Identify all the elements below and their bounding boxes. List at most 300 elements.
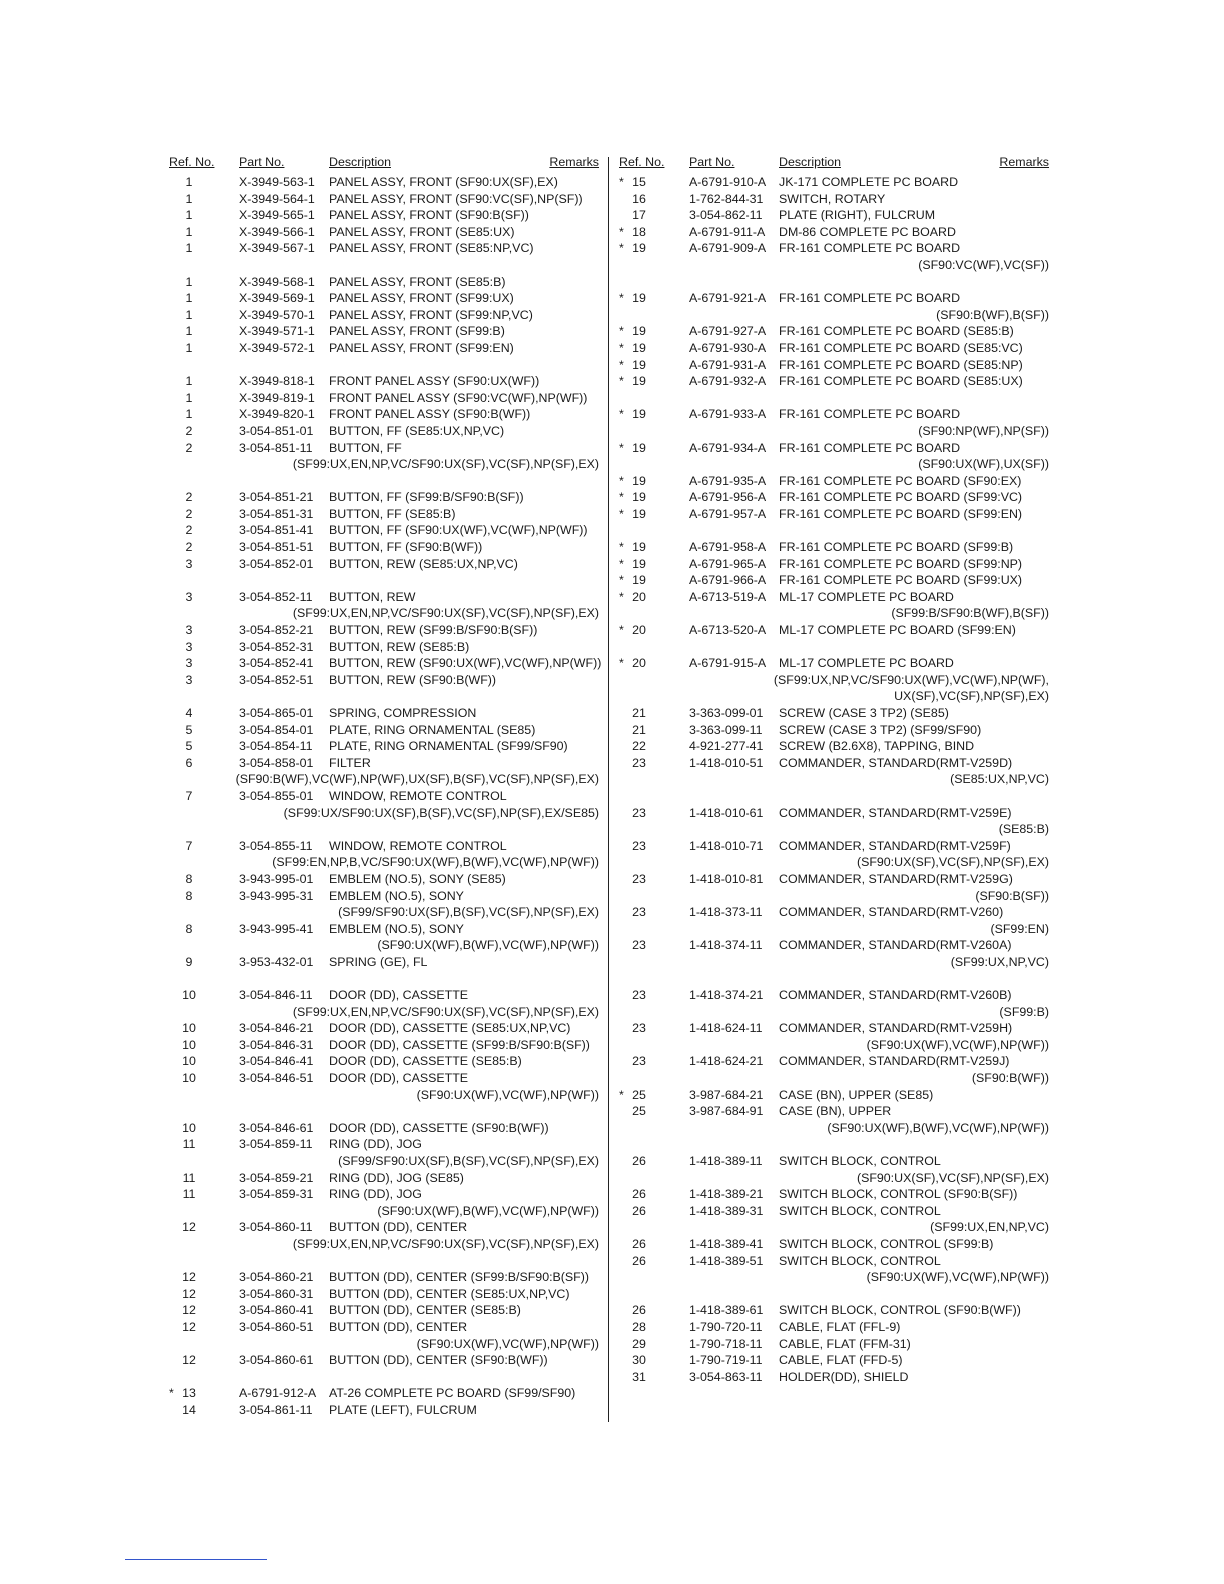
header-part-no: Part No. (689, 155, 735, 169)
part-number: 1-418-010-81 (689, 871, 764, 886)
ref-number: 1 (185, 241, 193, 256)
part-description: BUTTON (DD), CENTER (329, 1319, 468, 1334)
part-number: A-6791-927-A (689, 324, 767, 339)
ref-number: 1 (185, 407, 193, 422)
row-spacer (167, 688, 599, 705)
remarks-continuation: (SF99:EN) (990, 921, 1049, 936)
parts-row (167, 1186, 599, 1203)
remarks-continuation: (SF90:UX(SF),VC(SF),NP(SF),EX) (856, 855, 1049, 870)
part-description: DM-86 COMPLETE PC BOARD (779, 224, 956, 239)
parts-row (617, 1336, 1049, 1353)
parts-row (167, 307, 599, 324)
remarks-continuation: (SF90:UX(WF),VC(WF),NP(WF)) (416, 1087, 599, 1102)
part-number: A-6791-921-A (689, 291, 767, 306)
part-description: BUTTON, REW (SF90:UX(WF),VC(WF),NP(WF)) (329, 656, 602, 671)
part-number: 3-054-860-51 (239, 1319, 314, 1334)
remarks-continuation: (SF90:NP(WF),NP(SF)) (918, 423, 1049, 438)
parts-row (617, 705, 1049, 722)
parts-row (617, 1087, 1049, 1104)
part-description: BUTTON, REW (SE85:UX,NP,VC) (329, 556, 518, 571)
part-number: 3-363-099-11 (689, 722, 763, 737)
parts-row (167, 522, 599, 539)
parts-row (167, 174, 599, 191)
parts-row (167, 788, 599, 805)
ref-number: 1 (185, 340, 193, 355)
part-description: CABLE, FLAT (FFL-9) (779, 1319, 901, 1334)
ref-number: 19 (632, 556, 646, 571)
part-description: BUTTON (DD), CENTER (SF90:B(WF)) (329, 1353, 548, 1368)
part-number: 3-054-851-41 (239, 523, 314, 538)
parts-list-right (617, 174, 1049, 1385)
row-spacer (167, 357, 599, 374)
ref-number: 10 (182, 1120, 196, 1135)
part-description: BUTTON, FF (SE85:B) (329, 506, 456, 521)
ref-number: 23 (632, 805, 646, 820)
column-divider (608, 157, 609, 1422)
ref-number: 1 (185, 175, 193, 189)
new-part-marker: * (619, 589, 624, 604)
ref-number: 3 (185, 672, 193, 687)
parts-row (167, 1219, 599, 1236)
part-description: DOOR (DD), CASSETTE (SF90:B(WF)) (329, 1120, 549, 1135)
parts-row (167, 655, 602, 672)
part-number: A-6791-957-A (689, 506, 767, 521)
part-description: FR-161 COMPLETE PC BOARD (SF99:EN) (779, 506, 1023, 521)
ref-number: 19 (632, 324, 646, 339)
ref-number: 19 (632, 241, 646, 256)
part-number: X-3949-570-1 (239, 307, 315, 322)
remarks-continuation: (SF90:UX(WF),VC(WF),NP(WF)) (866, 1270, 1049, 1285)
part-description: ML-17 COMPLETE PC BOARD (779, 656, 954, 671)
ref-number: 3 (185, 639, 193, 654)
parts-row (167, 1319, 599, 1336)
ref-number: 2 (185, 440, 193, 455)
ref-number: 19 (632, 340, 646, 355)
part-number: 3-054-861-11 (239, 1402, 313, 1417)
part-description: COMMANDER, STANDARD(RMT-V260A) (779, 938, 1012, 953)
ref-number: 23 (632, 871, 646, 886)
parts-row (167, 240, 599, 257)
ref-number: 23 (632, 1054, 646, 1069)
ref-number: 19 (632, 407, 646, 422)
part-number: 1-418-389-31 (689, 1203, 764, 1218)
part-number: 3-054-846-21 (239, 1021, 314, 1036)
remarks-continuation: (SF90:B(WF),VC(WF),NP(WF),UX(SF),B(SF),VC(SF),NP(SF),EX) (235, 772, 599, 787)
ref-number: 10 (182, 1054, 196, 1069)
ref-number: 8 (185, 888, 193, 903)
parts-row (167, 738, 599, 755)
parts-row (167, 1402, 599, 1419)
parts-column-left (167, 155, 602, 1419)
parts-row (617, 1103, 1049, 1120)
parts-row (617, 722, 1049, 739)
ref-number: 23 (632, 838, 646, 853)
part-number: 3-987-684-21 (689, 1087, 764, 1102)
ref-number: 26 (632, 1154, 646, 1169)
part-number: 3-054-854-01 (239, 722, 314, 737)
part-description: FRONT PANEL ASSY (SF90:B(WF)) (329, 407, 531, 422)
ref-number: 10 (182, 1021, 196, 1036)
part-number: 3-054-860-41 (239, 1303, 314, 1318)
parts-row (167, 921, 599, 938)
new-part-marker: * (619, 407, 624, 422)
ref-number: 12 (182, 1286, 196, 1301)
ref-number: 3 (185, 556, 193, 571)
part-description: COMMANDER, STANDARD(RMT-V259J) (779, 1054, 1010, 1069)
ref-number: 19 (632, 374, 646, 389)
part-number: A-6713-519-A (689, 589, 767, 604)
part-number: 1-418-389-11 (689, 1154, 763, 1169)
ref-number: 17 (632, 208, 646, 223)
part-number: A-6791-935-A (689, 473, 767, 488)
parts-row (167, 1037, 599, 1054)
part-number: 3-054-860-21 (239, 1270, 314, 1285)
parts-row (617, 1319, 1049, 1336)
part-description: PANEL ASSY, FRONT (SF90:VC(SF),NP(SF)) (329, 191, 583, 206)
parts-row (167, 1170, 599, 1187)
part-description: FRONT PANEL ASSY (SF90:UX(WF)) (329, 374, 540, 389)
new-part-marker: * (619, 291, 624, 306)
parts-row (167, 871, 599, 888)
part-description: PANEL ASSY, FRONT (SE85:UX) (329, 224, 515, 239)
remarks-continuation: (SF90:UX(WF),B(WF),VC(WF),NP(WF)) (377, 938, 599, 953)
ref-number: 1 (185, 291, 193, 306)
parts-row (167, 1302, 599, 1319)
new-part-marker: * (619, 556, 624, 571)
parts-row (617, 489, 1049, 506)
remarks-continuation: (SF99:UX,EN,NP,VC) (930, 1220, 1049, 1235)
part-description: CABLE, FLAT (FFM-31) (779, 1336, 911, 1351)
parts-row (617, 1203, 1049, 1220)
parts-row (617, 871, 1049, 888)
part-number: 1-418-389-41 (689, 1237, 764, 1251)
part-number: 3-054-860-11 (239, 1220, 313, 1235)
footer-rule (125, 1559, 267, 1560)
parts-row (617, 224, 1049, 241)
ref-number: 26 (632, 1203, 646, 1218)
part-description: COMMANDER, STANDARD(RMT-V259D) (779, 755, 1013, 770)
column-header (617, 155, 1049, 174)
remarks-continuation: UX(SF),VC(SF),NP(SF),EX) (894, 689, 1049, 704)
ref-number: 5 (185, 739, 193, 754)
ref-number: 26 (632, 1187, 646, 1202)
parts-row (167, 1286, 599, 1303)
parts-row (617, 240, 1049, 257)
ref-number: 1 (185, 191, 193, 206)
part-number: 3-943-995-01 (239, 871, 314, 886)
new-part-marker: * (619, 540, 624, 555)
ref-number: 12 (182, 1270, 196, 1285)
ref-number: 2 (185, 423, 193, 438)
part-number: A-6791-915-A (689, 656, 767, 671)
part-number: 1-418-389-21 (689, 1187, 764, 1202)
parts-row (617, 1352, 1049, 1369)
parts-row (617, 805, 1049, 822)
remarks-continuation: (SF99/SF90:UX(SF),B(SF),VC(SF),NP(SF),EX) (338, 1154, 599, 1169)
part-number: X-3949-819-1 (239, 390, 315, 405)
ref-number: 10 (182, 1037, 196, 1052)
parts-row (167, 423, 599, 440)
part-number: 3-054-851-11 (239, 440, 313, 455)
part-number: 3-054-852-11 (239, 589, 313, 604)
part-number: X-3949-818-1 (239, 374, 315, 389)
ref-number: 1 (185, 274, 193, 289)
remarks-continuation: (SF90:B(WF)) (971, 1071, 1049, 1086)
part-number: X-3949-563-1 (239, 175, 315, 189)
row-spacer (167, 1103, 599, 1120)
part-description: DOOR (DD), CASSETTE (329, 1071, 469, 1086)
ref-number: 19 (632, 506, 646, 521)
remarks-continuation: (SF99:UX,NP,VC) (950, 954, 1049, 969)
parts-row (167, 323, 599, 340)
part-number: 3-054-852-31 (239, 639, 314, 654)
ref-number: 26 (632, 1237, 646, 1251)
ref-number: 8 (185, 871, 193, 886)
parts-row (167, 440, 599, 457)
new-part-marker: * (619, 241, 624, 256)
part-description: BUTTON, FF (SF90:B(WF)) (329, 540, 483, 555)
ref-number: 21 (632, 706, 646, 720)
ref-number: 19 (632, 573, 646, 588)
part-number: 3-054-846-61 (239, 1120, 314, 1135)
part-number: A-6791-932-A (689, 374, 767, 389)
part-number: A-6791-933-A (689, 407, 767, 422)
part-description: PLATE, RING ORNAMENTAL (SF99/SF90) (329, 739, 568, 754)
parts-row (167, 987, 599, 1004)
part-description: PANEL ASSY, FRONT (SF99:EN) (329, 340, 514, 355)
part-number: A-6791-911-A (689, 224, 766, 239)
part-number: 1-418-374-21 (689, 988, 764, 1003)
part-number: A-6791-934-A (689, 440, 767, 455)
parts-row (167, 1136, 599, 1153)
ref-number: 3 (185, 656, 193, 671)
ref-number: 26 (632, 1253, 646, 1268)
part-description: PANEL ASSY, FRONT (SE85:B) (329, 274, 506, 289)
new-part-marker: * (619, 324, 624, 339)
parts-row (167, 705, 599, 722)
part-description: SWITCH BLOCK, CONTROL (779, 1154, 941, 1169)
ref-number: 4 (185, 706, 193, 720)
part-description: PANEL ASSY, FRONT (SF99:B) (329, 324, 505, 339)
part-description: ML-17 COMPLETE PC BOARD (779, 589, 954, 604)
part-description: SWITCH BLOCK, CONTROL (SF90:B(WF)) (779, 1303, 1021, 1318)
row-spacer (167, 821, 599, 838)
part-number: X-3949-820-1 (239, 407, 315, 422)
parts-row (617, 323, 1049, 340)
part-description: SCREW (CASE 3 TP2) (SE85) (779, 706, 949, 720)
part-description: FR-161 COMPLETE PC BOARD (SE85:UX) (779, 374, 1023, 389)
part-description: JK-171 COMPLETE PC BOARD (779, 175, 959, 189)
part-number: 3-054-851-31 (239, 506, 314, 521)
parts-row (167, 722, 599, 739)
parts-row (617, 440, 1049, 457)
remarks-continuation: (SF90:UX(WF),VC(WF),NP(WF)) (416, 1336, 599, 1351)
part-number: X-3949-572-1 (239, 340, 315, 355)
row-spacer (167, 257, 599, 274)
part-number: 3-054-859-11 (239, 1137, 313, 1152)
row-spacer (167, 473, 599, 490)
ref-number: 30 (632, 1353, 646, 1368)
part-description: DOOR (DD), CASSETTE (SE85:UX,NP,VC) (329, 1021, 571, 1036)
row-spacer (617, 1136, 1049, 1153)
parts-row (617, 987, 1049, 1004)
part-description: SWITCH BLOCK, CONTROL (779, 1253, 941, 1268)
header-ref-no: Ref. No. (169, 155, 215, 169)
part-description: PANEL ASSY, FRONT (SF99:NP,VC) (329, 307, 533, 322)
remarks-continuation: (SF90:B(SF)) (975, 888, 1049, 903)
part-number: 3-054-852-51 (239, 672, 314, 687)
new-part-marker: * (619, 623, 624, 638)
parts-row (617, 1236, 1049, 1253)
ref-number: 14 (182, 1402, 196, 1417)
new-part-marker: * (619, 175, 624, 189)
part-number: 3-054-846-41 (239, 1054, 314, 1069)
part-number: 3-054-859-31 (239, 1187, 314, 1202)
part-number: 1-790-718-11 (689, 1336, 763, 1351)
parts-row (617, 904, 1049, 921)
part-number: 3-054-851-51 (239, 540, 314, 555)
part-description: FR-161 COMPLETE PC BOARD (SF99:B) (779, 540, 1014, 555)
parts-row (617, 1369, 1049, 1386)
parts-row (617, 937, 1049, 954)
parts-row (167, 340, 599, 357)
part-number: 1-418-374-11 (689, 938, 763, 953)
part-description: WINDOW, REMOTE CONTROL (329, 788, 507, 803)
parts-row (167, 838, 599, 855)
part-description: EMBLEM (NO.5), SONY (329, 888, 464, 903)
remarks-continuation: (SF90:UX(WF),UX(SF)) (918, 457, 1049, 472)
part-description: FR-161 COMPLETE PC BOARD (779, 241, 961, 256)
part-description: COMMANDER, STANDARD(RMT-V260) (779, 905, 1004, 920)
parts-row (617, 589, 1049, 606)
ref-number: 12 (182, 1303, 196, 1318)
new-part-marker: * (619, 374, 624, 389)
remarks-continuation: (SF90:UX(SF),VC(SF),NP(SF),EX) (856, 1170, 1049, 1185)
part-number: 1-790-720-11 (689, 1319, 763, 1334)
part-number: 3-054-852-41 (239, 656, 314, 671)
part-number: 3-054-855-11 (239, 838, 313, 853)
part-number: 3-987-684-91 (689, 1104, 764, 1119)
part-description: PANEL ASSY, FRONT (SF90:UX(SF),EX) (329, 175, 558, 189)
ref-number: 20 (632, 623, 646, 638)
remarks-continuation: (SF90:UX(WF),VC(WF),NP(WF)) (866, 1037, 1049, 1052)
part-number: 4-921-277-41 (689, 739, 764, 754)
part-description: FR-161 COMPLETE PC BOARD (779, 291, 961, 306)
part-number: A-6791-965-A (689, 556, 767, 571)
parts-row (167, 1120, 599, 1137)
ref-number: 23 (632, 1021, 646, 1036)
part-number: 1-418-624-21 (689, 1054, 764, 1069)
ref-number: 23 (632, 988, 646, 1003)
ref-number: 19 (632, 490, 646, 505)
part-description: PANEL ASSY, FRONT (SF99:UX) (329, 291, 514, 306)
ref-number: 2 (185, 523, 193, 538)
ref-number: 12 (182, 1220, 196, 1235)
parts-column-right (617, 155, 1049, 1385)
part-description: WINDOW, REMOTE CONTROL (329, 838, 507, 853)
parts-row (617, 1020, 1049, 1037)
ref-number: 29 (632, 1336, 646, 1351)
parts-row (167, 1352, 599, 1369)
ref-number: 18 (632, 224, 646, 239)
remarks-continuation: (SF99:EN,NP,B,VC/SF90:UX(WF),B(WF),VC(WF),NP(WF)) (272, 855, 599, 870)
ref-number: 19 (632, 357, 646, 372)
ref-number: 10 (182, 1071, 196, 1086)
part-number: 3-054-865-01 (239, 706, 314, 720)
ref-number: 23 (632, 938, 646, 953)
part-description: BUTTON (DD), CENTER (SF99:B/SF90:B(SF)) (329, 1270, 589, 1285)
part-description: COMMANDER, STANDARD(RMT-V259H) (779, 1021, 1013, 1036)
ref-number: 1 (185, 224, 193, 239)
column-header (167, 155, 599, 174)
parts-row (617, 191, 1049, 208)
new-part-marker: * (619, 573, 624, 588)
parts-row (167, 489, 599, 506)
remarks-continuation: (SF99:UX,EN,NP,VC/SF90:UX(SF),VC(SF),NP(SF),EX) (292, 1237, 599, 1251)
part-number: A-6791-909-A (689, 241, 767, 256)
parts-row (167, 954, 599, 971)
parts-row (617, 357, 1049, 374)
part-description: SWITCH BLOCK, CONTROL (SF99:B) (779, 1237, 994, 1251)
part-description: CABLE, FLAT (FFD-5) (779, 1353, 903, 1368)
part-number: A-6791-958-A (689, 540, 767, 555)
part-description: AT-26 COMPLETE PC BOARD (SF99/SF90) (329, 1386, 576, 1401)
ref-number: 28 (632, 1319, 646, 1334)
parts-row (167, 556, 599, 573)
ref-number: 11 (182, 1137, 196, 1152)
ref-number: 19 (632, 540, 646, 555)
ref-number: 2 (185, 540, 193, 555)
parts-row (167, 274, 599, 291)
parts-row (617, 755, 1049, 772)
parts-row (617, 174, 1049, 191)
part-description: BUTTON, FF (SE85:UX,NP,VC) (329, 423, 505, 438)
part-description: CASE (BN), UPPER (SE85) (779, 1087, 934, 1102)
parts-row (617, 838, 1049, 855)
remarks-continuation: (SF99:B) (999, 1004, 1049, 1019)
parts-row (617, 1302, 1049, 1319)
part-description: BUTTON, FF (SF90:UX(WF),VC(WF),NP(WF)) (329, 523, 588, 538)
part-description: PLATE (LEFT), FULCRUM (329, 1402, 477, 1417)
part-number: 1-762-844-31 (689, 191, 764, 206)
parts-row (167, 290, 599, 307)
ref-number: 12 (182, 1353, 196, 1368)
remarks-continuation: (SF99:B/SF90:B(WF),B(SF)) (891, 606, 1049, 621)
ref-number: 16 (632, 191, 646, 206)
row-spacer (167, 572, 599, 589)
parts-row (167, 506, 599, 523)
remarks-continuation: (SF99:UX,NP,VC/SF90:UX(WF),VC(WF),NP(WF), (773, 672, 1049, 687)
part-description: RING (DD), JOG (SE85) (329, 1170, 464, 1185)
part-number: A-6791-930-A (689, 340, 767, 355)
new-part-marker: * (619, 506, 624, 521)
part-description: PLATE, RING ORNAMENTAL (SE85) (329, 722, 536, 737)
part-description: BUTTON (DD), CENTER (SE85:B) (329, 1303, 521, 1318)
ref-number: 19 (632, 440, 646, 455)
parts-row (167, 1020, 599, 1037)
ref-number: 12 (182, 1319, 196, 1334)
part-description: EMBLEM (NO.5), SONY (SE85) (329, 871, 506, 886)
ref-number: 31 (632, 1369, 646, 1384)
part-number: 1-418-010-71 (689, 838, 764, 853)
part-description: RING (DD), JOG (329, 1137, 422, 1152)
new-part-marker: * (619, 357, 624, 372)
parts-row (617, 1053, 1049, 1070)
ref-number: 7 (185, 838, 193, 853)
ref-number: 1 (185, 324, 193, 339)
remarks-continuation: (SF90:VC(WF),VC(SF)) (918, 257, 1049, 272)
row-spacer (617, 639, 1049, 656)
